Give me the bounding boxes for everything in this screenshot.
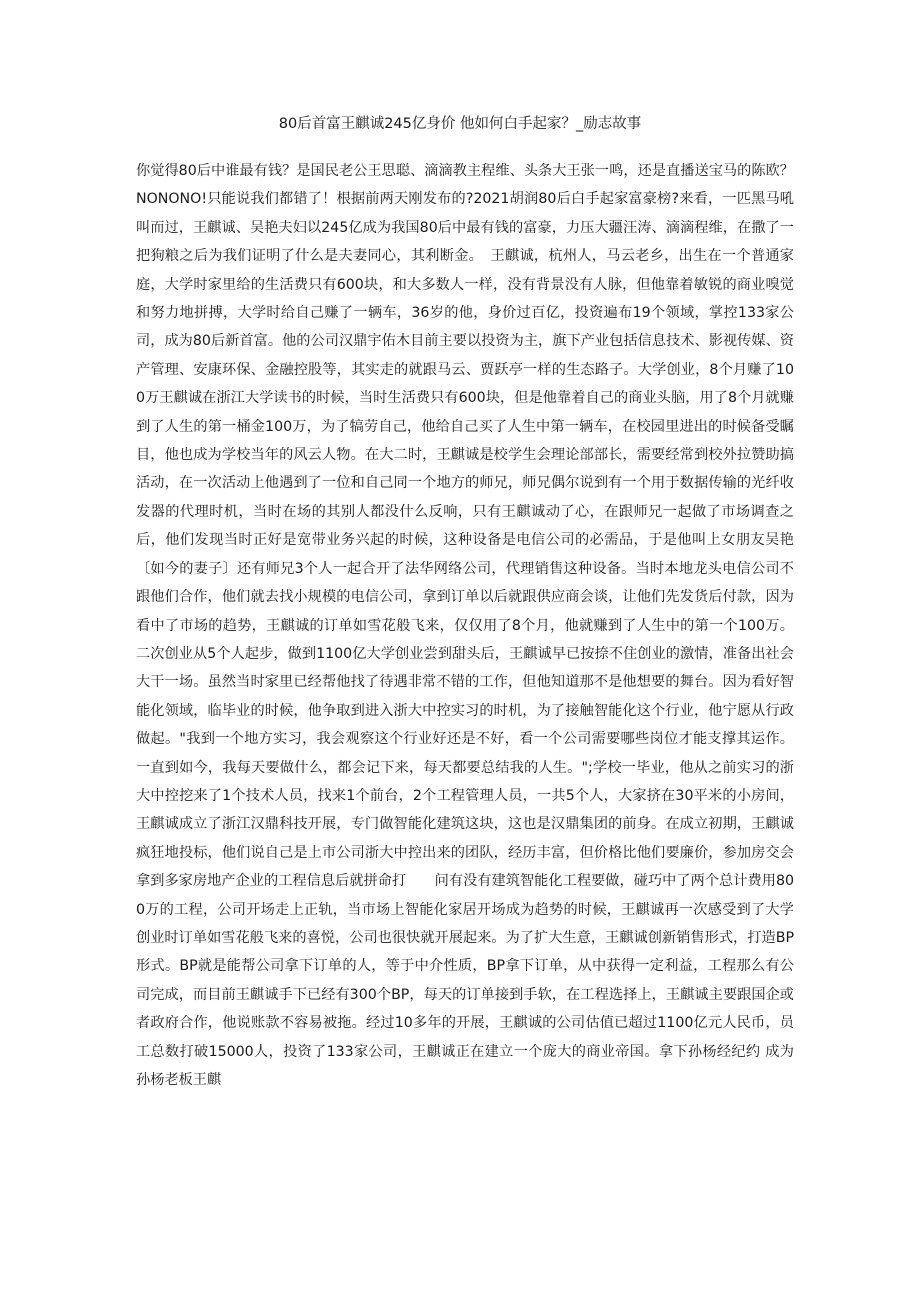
document-body-paragraph: 你觉得80后中谁最有钱？是国民老公王思聪、滴滴教主程维、头条大王张一鸣，还是直播送宝马的陈欧？NONONO!只能说我们都错了！根据前两天刚发布的?2021胡润80后白手起家富豪榜?来看，一匹黑马吼叫而过，王麒诚、吴艳夫妇以245亿成为我国80后中最有钱的富豪，力压大疆汪涛、滴滴程维，在撒了一把狗粮之后为我们证明了什么是夫妻同心，其利断金。 王麒诚，杭州人，马云老乡，出生在一个普通家庭，大学时家里给的生活费只有600块，和大多数人一样，没有背景没有人脉，但他靠着敏锐的商业嗅觉和努力地拼搏，大学时给自己赚了一辆车，36岁的他，身价过百亿，投资遍布19个领域，掌控133家公司，成为80后新首富。他的公司汉鼎宇佑木目前主要以投资为主，旗下产业包括信息技术、影视传媒、资产管理、安康环保、金融控股等，其实走的就跟马云、贾跃亭一样的生态路子。大学创业，8个月赚了100万王麒诚在浙江大学读书的时候，当时生活费只有600块，但是他靠着自己的商业头脑，用了8个月就赚到了人生的第一桶金100万，为了犒劳自己，他给自己买了人生中第一辆车，在校园里进出的时候备受瞩目，他也成为学校当年的风云人物。在大二时，王麒诚是校学生会理论部部长，需要经常到校外拉赞助搞活动，在一次活动上他遇到了一位和自己同一个地方的师兄，师兄偶尔说到有一个用于数据传输的光纤收发器的代理时机，当时在场的其别人都没什么反响，只有王麒诚动了心，在跟师兄一起做了市场调查之后，他们发现当时正好是宽带业务兴起的时候，这种设备是电信公司的必需品，于是他叫上女朋友吴艳〔如今的妻子〕还有师兄3个人一起合开了法华网络公司，代理销售这种设备。当时本地龙头电信公司不跟他们合作，他们就去找小规模的电信公司，拿到订单以后就跟供应商会谈，让他们先发货后付款，因为看中了市场的趋势，王麒诚的订单如雪花般飞来，仅仅用了8个月，他就赚到了人生中的第一个100万。二次创业从5个人起步，做到1100亿大学创业尝到甜头后，王麒诚早已按捺不住创业的激情，准备出社会大干一场。虽然当时家里已经帮他找了待遇非常不错的工作，但他知道那不是他想要的舞台。因为看好智能化领域，临毕业的时候，他争取到进入浙大中控实习的时机，为了接触智能化这个行业，他宁愿从行政做起。"我到一个地方实习，我会观察这个行业好还是不好，看一个公司需要哪些岗位才能支撑其运作。一直到如今，我每天要做什么，都会记下来，每天都要总结我的人生。";学校一毕业，他从之前实习的浙大中控挖来了1个技术人员，找来1个前台，2个工程管理人员，一共5个人，大家挤在30平米的小房间，王麒诚成立了浙江汉鼎科技开展，专门做智能化建筑这块，这也是汉鼎集团的前身。在成立初期，王麒诚疯狂地投标，他们说自己是上市公司浙大中控出来的团队，经历丰富，但价格比他们要廉价，参加房交会拿到多家房地产企业的工程信息后就拼命打 问有没有建筑智能化工程要做，碰巧中了两个总计费用800万的工程，公司开场走上正轨，当市场上智能化家居开场成为趋势的时候，王麒诚再一次感受到了大学创业时订单如雪花般飞来的喜悦，公司也很快就开展起来。为了扩大生意，王麒诚创新销售形式，打造BP形式。BP就是能帮公司拿下订单的人，等于中介性质，BP拿下订单，从中获得一定利益，工程那么有公司完成，而目前王麒诚手下已经有300个BP，每天的订单接到手软，在工程选择上，王麒诚主要跟国企或者政府合作，他说账款不容易被拖。经过10多年的开展，王麒诚的公司估值已超过1100亿元人民币，员工总数打破15000人，投资了133家公司，王麒诚正在建立一个庞大的商业帝国。拿下孙杨经纪约 成为孙杨老板王麒 [136, 163, 794, 1088]
document-title: 80后首富王麒诚245亿身价 他如何白手起家？_励志故事 [278, 116, 642, 132]
